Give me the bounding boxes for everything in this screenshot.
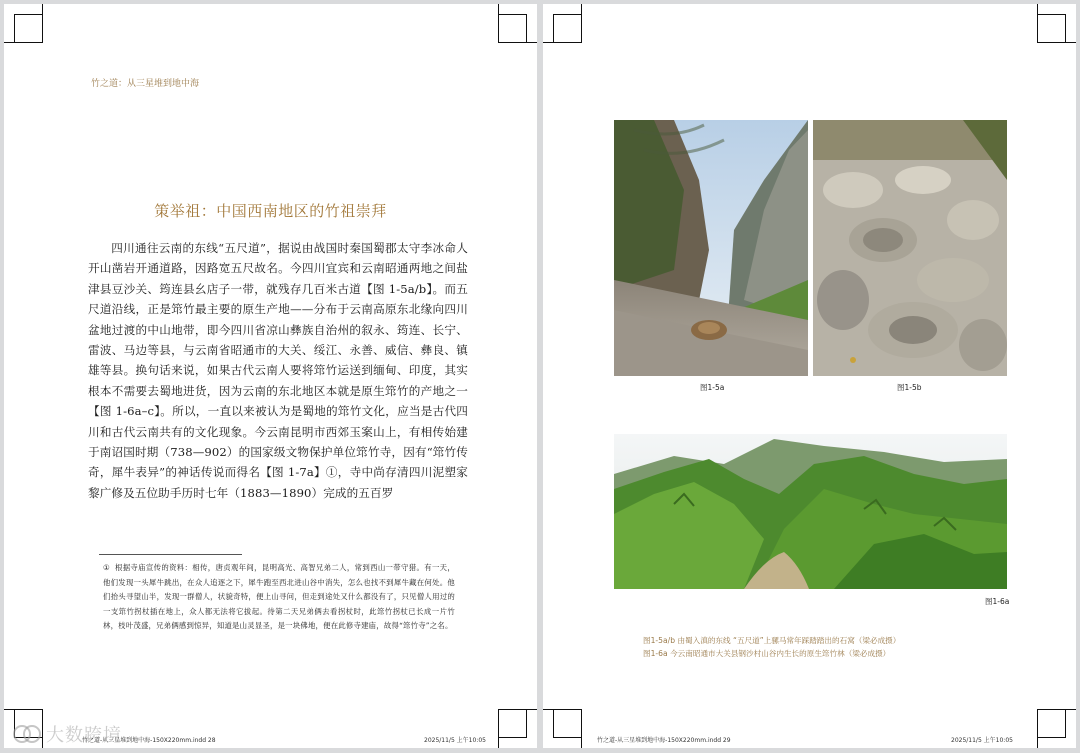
photo-1-5b bbox=[813, 120, 1007, 376]
crop-mark-bottom-right bbox=[1037, 709, 1076, 748]
body-paragraph: 四川通往云南的东线“五尺道”，据说由战国时秦国蜀郡太守李冰命人开山凿岩开通道路，因路宽五尺故名。今四川宜宾和云南昭通两地之间盐津县豆沙关、筠连县幺店子一带，就残存几百米古道【图 1-5a/b】。而五尺道沿线，正是筇竹最主要的原生产地——分布于云南高原东北缘向四川盆地过渡的中山地带，即今四川省凉山彝族自治州的叙永、筠连、长宁、雷波、马边等县，与云南省昭通市的大关、绥江、永善、威信、彝良、镇雄等县。换句话来说，如果古代云南人要将筇竹运送到缅甸、印度，其实根本不需要去蜀地进货，因为云南的东北地区本就是原生筇竹的产地之一【图 1-6a–c】。所以，一直以来被认为是蜀地的筇竹文化，应当是古代四川和古代云南共有的文化现象。今云南昆明市西郊玉案山上，有相传始建于南诏国时期（738—902）的国家级文物保护单位筇竹寺，因有“筇竹传奇，犀牛表异”的神话传说而得名【图 1-7a】①，寺中尚存清四川泥塑家黎广修及五位助手历时七年（1883—1890）完成的五百罗 bbox=[88, 241, 468, 500]
footnote-rule bbox=[99, 554, 242, 555]
footnote-mark: ① bbox=[103, 563, 110, 572]
slug-date: 2025/11/5 上午10:05 bbox=[424, 737, 486, 744]
caption-1-6a: 图1-6a 今云南昭通市大关县钢沙村山谷内生长的原生筇竹林（梁必成摄） bbox=[643, 649, 891, 658]
crop-mark-bottom-right bbox=[498, 709, 537, 748]
slug-filename: 竹之道-从三星堆到地中海-150X220mm.indd 29 bbox=[597, 737, 731, 744]
caption-1-5: 图1-5a/b 由蜀入滇的东线 “五尺道”上骡马常年踩踏踏出的石窝（梁必成摄） bbox=[643, 636, 901, 645]
running-head: 竹之道：从三星堆到地中海 bbox=[91, 79, 200, 89]
crop-mark-top-right bbox=[498, 4, 537, 43]
figure-label-1-5b: 图1-5b bbox=[897, 383, 922, 392]
slug-filename: 竹之道-从三星堆到地中海-150X220mm.indd 28 bbox=[82, 737, 216, 744]
left-page bbox=[4, 4, 537, 748]
figure-label-1-6a: 图1-6a bbox=[985, 597, 1010, 606]
crop-mark-top-left bbox=[4, 4, 43, 43]
figure-label-1-5a: 图1-5a bbox=[700, 383, 725, 392]
section-title: 策举祖：中国西南地区的竹祖崇拜 bbox=[154, 202, 387, 220]
figure-captions bbox=[643, 634, 1043, 660]
photo-1-6a bbox=[614, 434, 1007, 589]
watermark-text: 大数跨境 bbox=[46, 725, 122, 746]
watermark bbox=[12, 722, 122, 746]
watermark-logo-icon bbox=[12, 724, 42, 744]
crop-mark-bottom-left bbox=[543, 709, 582, 748]
slug-date: 2025/11/5 上午10:05 bbox=[951, 737, 1013, 744]
right-page bbox=[543, 4, 1076, 748]
footnote bbox=[103, 561, 455, 634]
photo-1-5a bbox=[614, 120, 808, 376]
crop-mark-top-right bbox=[1037, 4, 1076, 43]
footnote-text: 根据寺庙宣传的资料：相传，唐贞观年间，昆明高光、高智兄弟二人，常到西山一带守猎。有一天，他们发现一头犀牛跳出，在众人追逐之下，犀牛跑至西北进山谷中消失，怎么也找不到犀牛藏在何处。他们抬头寻望山半，发现一群僧人，状貌奇特，便上山寻问，但走到途处又什么都没有了，只见僧人用过的一支筇竹拐杖插在地上，众人都无法将它拔起。待第二天兄弟俩去看拐杖时，此筇竹拐杖已长成一片竹林，枝叶茂盛，兄弟俩感到惊异，知道是山灵显圣，是一块佛地，便在此修寺建庙，故得“筇竹寺”之名。 bbox=[103, 563, 455, 631]
crop-mark-top-left bbox=[543, 4, 582, 43]
